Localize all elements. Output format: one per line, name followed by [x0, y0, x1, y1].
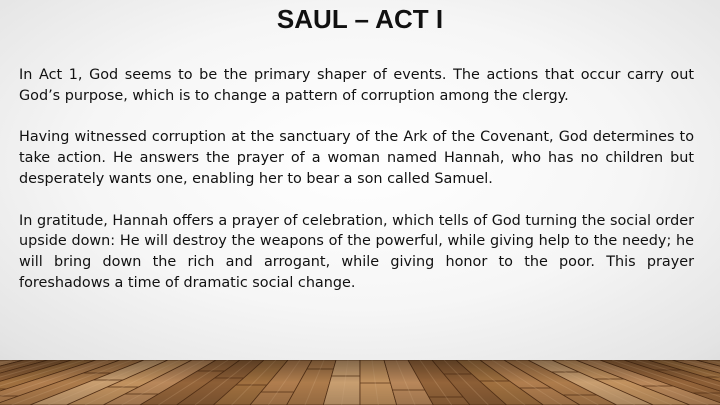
slide-body: [19, 65, 694, 315]
paragraph-3: In gratitude, Hannah offers a prayer of celebration, which tells of God turning the social order upside down: He will destroy the weapons of the powerful, while giving help to the needy; he will bring down the rich and arrogant, while giving honor to the poor. This prayer foreshadows a time of dramatic social change.: [19, 212, 694, 291]
wood-floor-decoration: [0, 360, 720, 405]
paragraph-1: In Act 1, God seems to be the primary shaper of events. The actions that occur carry out God’s purpose, which is to change a pattern of corruption among the clergy.: [19, 67, 694, 104]
paragraph-2: Having witnessed corruption at the sanctuary of the Ark of the Covenant, God determines to take action. He answers the prayer of a woman named Hannah, who has no children but desperately wants one, enabling her to bear a son called Samuel.: [19, 129, 694, 187]
slide-title: SAUL – ACT I: [276, 4, 444, 34]
